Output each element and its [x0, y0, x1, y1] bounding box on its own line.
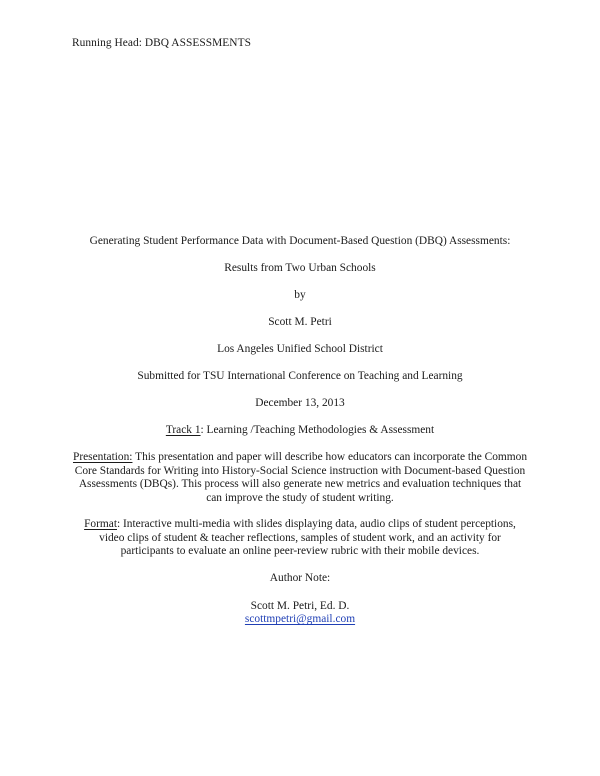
track-label: Track 1 [165, 424, 201, 436]
email-link[interactable]: scottmpetri@gmail.com [244, 613, 356, 625]
presentation-paragraph [72, 451, 528, 505]
format-label: Format [84, 518, 117, 530]
title-line-1: Generating Student Performance Data with Document-Based Question (DBQ) Assessments: [89, 235, 511, 247]
by-line: by [294, 289, 306, 301]
submission-line: Submitted for TSU International Conference on Teaching and Learning [137, 370, 463, 382]
presentation-label: Presentation: [72, 451, 133, 463]
author-affiliation: Los Angeles Unified School District [217, 343, 383, 355]
format-text: : Interactive multi-media with slides displaying data, audio clips of student perceptions, video clips of student & teacher reflections, samples of student work, and an activity for participants to evaluate an online peer-review rubric with their mobile devices. [99, 518, 516, 558]
author-note-heading: Author Note: [269, 572, 331, 584]
track-line [0, 424, 600, 436]
running-head: Running Head: DBQ ASSESSMENTS [72, 37, 251, 49]
date-line: December 13, 2013 [255, 397, 345, 409]
title-line-2: Results from Two Urban Schools [224, 262, 376, 274]
format-paragraph [72, 518, 528, 559]
track-text: : Learning /Teaching Methodologies & Assessment [200, 424, 435, 436]
author-note-name: Scott M. Petri, Ed. D. [250, 600, 350, 612]
author-name: Scott M. Petri [268, 316, 332, 328]
author-note-email-line [0, 613, 600, 625]
presentation-text: This presentation and paper will describe how educators can incorporate the Common Core Standards for Writing into History-Social Science instruction with Document-based Question Assessments (DBQs). This process will also generate new metrics and evaluation techniques that can improve the study of student writing. [74, 451, 528, 504]
